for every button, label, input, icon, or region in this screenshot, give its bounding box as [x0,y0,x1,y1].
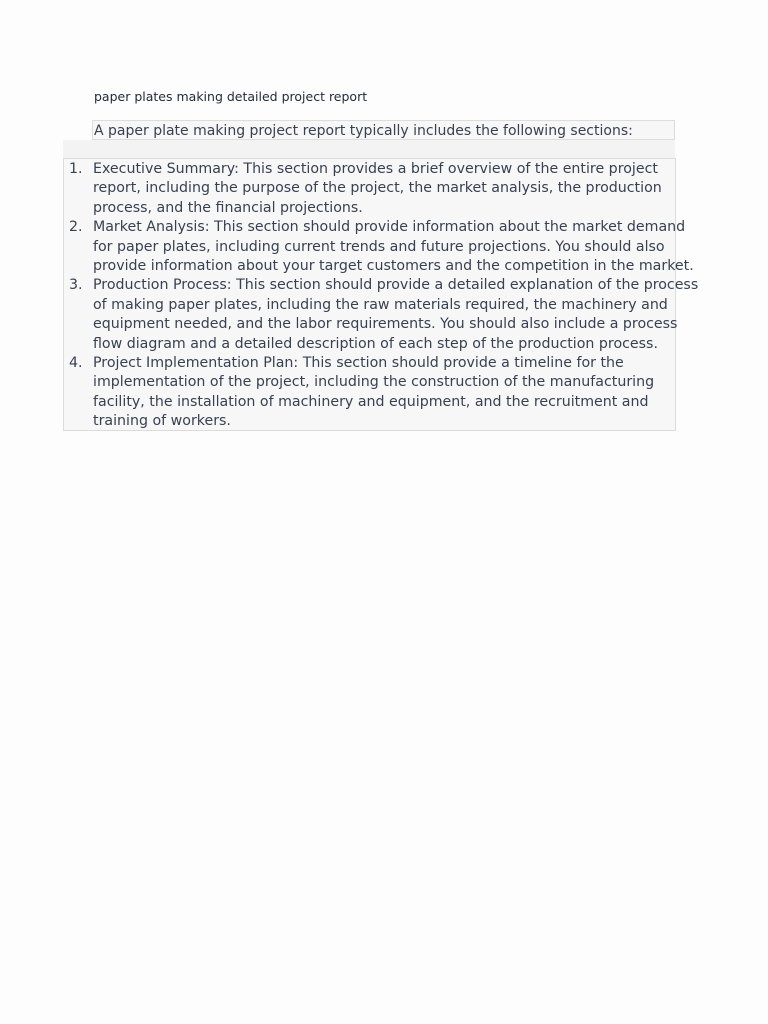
list-item-text-line: process, and the financial projections. [93,199,363,216]
list-item-text-line: training of workers. [93,413,231,430]
list-item-number: 4. [69,355,83,372]
list-item-text-line: report, including the purpose of the project, the market analysis, the production [93,180,662,197]
list-item-executive-summary [64,160,675,218]
list-item-text-line: Project Implementation Plan: This section should provide a timeline for the [93,355,624,372]
list-item-project-implementation-plan [64,354,675,432]
list-item-text-line: flow diagram and a detailed description of each step of the production process. [93,335,658,352]
sections-list [63,158,699,431]
list-item-number: 3. [69,277,83,294]
list-item-text-line: for paper plates, including current trends and future projections. You should also [93,238,665,255]
list-item-text-line: provide information about your target customers and the competition in the market. [93,258,694,275]
list-item-production-process [64,276,699,354]
list-item-number: 2. [69,219,83,236]
list-item-text-line: equipment needed, and the labor requirements. You should also include a process [93,316,678,333]
list-item-market-analysis [64,218,694,276]
list-item-text-line: Market Analysis: This section should provide information about the market demand [93,219,686,236]
list-item-text-line: facility, the installation of machinery and equipment, and the recruitment and [93,393,649,410]
document-title: paper plates making detailed project report [94,89,368,104]
list-item-text-line: of making paper plates, including the raw materials required, the machinery and [93,296,668,313]
list-top-spacer [63,140,675,158]
list-item-text-line: implementation of the project, including the construction of the manufacturing [93,374,655,391]
list-item-number: 1. [69,161,83,177]
list-item-text-line: Production Process: This section should provide a detailed explanation of the process [93,277,699,294]
list-item-text-line: Executive Summary: This section provides a brief overview of the entire project [93,161,658,177]
intro-paragraph: A paper plate making project report typically includes the following sections: [92,120,675,140]
